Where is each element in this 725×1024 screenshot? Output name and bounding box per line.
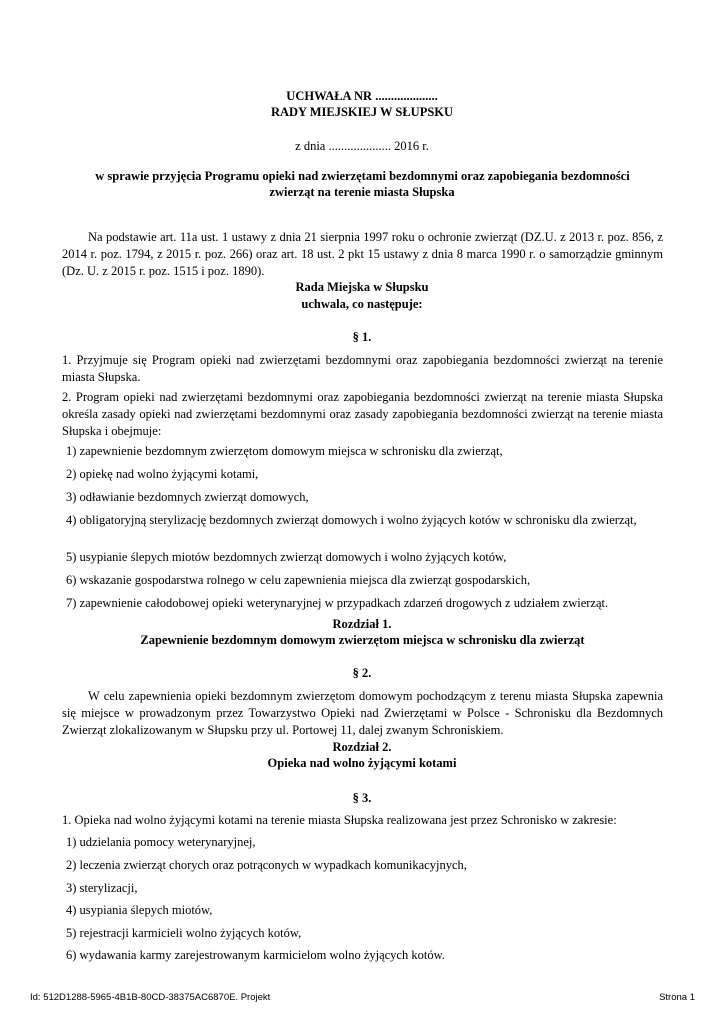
section-1-item: 2) opiekę nad wolno żyjącymi kotami, [66, 467, 259, 481]
section-2-heading: § 2. [352, 666, 372, 680]
section-3-item: 6) wydawania karmy zarejestrowanym karmicielom wolno żyjących kotów. [66, 948, 445, 962]
section-3-item: 3) sterylizacji, [66, 881, 138, 895]
preamble: Na podstawie art. 11a ust. 1 ustawy z dnia 21 sierpnia 1997 roku o ochronie zwierząt (DZ.U. z 2013 r. poz. 856, z 2014 r. poz. 1794, z 2015 r. poz. 266) oraz art. 18 ust. 2 pkt 15 ustawy z dnia 8 marca 1990 r. o samorządzie gminnym (Dz. U. z 2015 r. poz. 1515 i poz. 1890). [62, 230, 663, 278]
resolution-line-2: uchwala, co następuje: [301, 297, 423, 311]
section-3-item: 1) udzielania pomocy weterynaryjnej, [66, 835, 256, 849]
section-3-item: 4) usypiania ślepych miotów, [66, 903, 213, 917]
chapter-2-title: Opieka nad wolno żyjącymi kotami [267, 756, 457, 770]
title-line-1: UCHWAŁA NR .................... [286, 89, 438, 103]
section-1-paragraph-1: 1. Przyjmuje się Program opieki nad zwierzętami bezdomnymi oraz zapobiegania bezdomności zwierząt na terenie miasta Słupska. [62, 353, 663, 384]
chapter-2-label: Rozdział 2. [332, 740, 392, 754]
document-date: z dnia .................... 2016 r. [295, 139, 429, 153]
section-3-item: 2) leczenia zwierząt chorych oraz potrąconych w wypadkach komunikacyjnych, [66, 858, 467, 872]
section-2-text: W celu zapewnienia opieki bezdomnym zwierzętom domowym pochodzącym z terenu miasta Słupska zapewnia się miejsce w prowadzonym przez Towarzystwo Opieki nad Zwierzętami w Polsce - Schronisku dla Bezdomnych Zwierząt zlokalizowanym w Słupsku przy ul. Portowej 11, dalej zwanym Schroniskiem. [62, 689, 663, 737]
chapter-1-title: Zapewnienie bezdomnym domowym zwierzętom miejsca w schronisku dla zwierząt [140, 633, 585, 647]
section-3-item: 5) rejestracji karmicieli wolno żyjących kotów, [66, 926, 302, 940]
section-3-heading: § 3. [352, 791, 372, 805]
subject-line-2: zwierząt na terenie miasta Słupska [269, 185, 455, 199]
resolution-line-1: Rada Miejska w Słupsku [295, 280, 429, 294]
section-1-paragraph-2: 2. Program opieki nad zwierzętami bezdomnymi oraz zapobiegania bezdomności zwierząt na terenie miasta Słupska określa zasady opieki nad zwierzętami bezdomnymi oraz zasady zapobiegania bezdomności zwierząt na terenie miasta Słupska i obejmuje: [62, 390, 663, 438]
section-1-item: 1) zapewnienie bezdomnym zwierzętom domowym miejsca w schronisku dla zwierząt, [66, 444, 503, 458]
section-1-item: 3) odławianie bezdomnych zwierząt domowych, [66, 490, 309, 504]
footer-document-id: Id: 512D1288-5965-4B1B-80CD-38375AC6870E. Projekt [30, 992, 271, 1003]
section-1-item: 6) wskazanie gospodarstwa rolnego w celu zapewnienia miejsca dla zwierząt gospodarskich, [66, 573, 531, 587]
section-1-heading: § 1. [352, 330, 372, 344]
chapter-1-label: Rozdział 1. [332, 617, 392, 631]
section-1-item: 4) obligatoryjną sterylizację bezdomnych zwierząt domowych i wolno żyjących kotów w schronisku dla zwierząt, [66, 513, 637, 527]
subject-line-1: w sprawie przyjęcia Programu opieki nad zwierzętami bezdomnymi oraz zapobiegania bezdomności [95, 169, 630, 183]
section-3-paragraph-1: 1. Opieka nad wolno żyjącymi kotami na terenie miasta Słupska realizowana jest przez Schronisko w zakresie: [62, 813, 617, 827]
footer-page-number: Strona 1 [659, 992, 695, 1003]
section-1-item: 7) zapewnienie całodobowej opieki weterynaryjnej w przypadkach zdarzeń drogowych z udziałem zwierząt. [66, 596, 609, 610]
section-1-item: 5) usypianie ślepych miotów bezdomnych zwierząt domowych i wolno żyjących kotów, [66, 550, 507, 564]
title-line-2: RADY MIEJSKIEJ W SŁUPSKU [270, 105, 454, 119]
